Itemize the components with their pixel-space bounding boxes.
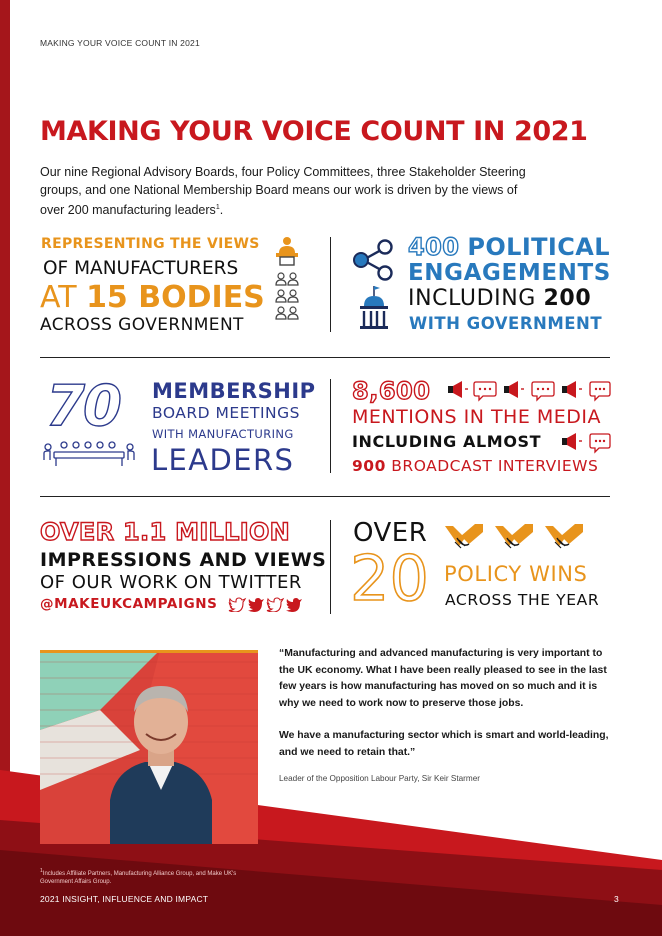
membership-line4: LEADERS: [151, 443, 295, 477]
policy-number: 20: [350, 542, 429, 615]
political-number: 400: [408, 233, 460, 261]
twitter-line1: OVER 1.1 MILLION: [40, 518, 291, 546]
membership-line2: BOARD MEETINGS: [152, 404, 300, 422]
policy-line2: ACROSS THE YEAR: [445, 591, 600, 609]
media-line3: [352, 457, 598, 475]
page-number: 3: [614, 894, 619, 904]
running-header: MAKING YOUR VOICE COUNT IN 2021: [40, 38, 200, 48]
twitter-handle[interactable]: @MAKEUKCAMPAIGNS: [40, 596, 218, 612]
divider-row2: [330, 379, 331, 473]
intro-end: .: [219, 203, 224, 218]
media-broadcast-label: BROADCAST INTERVIEWS: [385, 457, 599, 475]
twitter-line3: OF OUR WORK ON TWITTER: [40, 572, 302, 593]
megaphone-icon: [448, 381, 468, 398]
intro-paragraph: [40, 163, 540, 219]
footnote: [40, 867, 240, 886]
boardroom-table-icon: [42, 438, 136, 470]
bodies-at: AT: [40, 280, 87, 315]
media-number: 8,600: [352, 377, 431, 405]
share-network-icon: [352, 238, 396, 334]
twitter-bird-icon: [228, 596, 304, 612]
megaphone-speech-icons: [446, 380, 612, 402]
people-at-podium-icon: [272, 235, 302, 333]
quote-block: [279, 646, 615, 762]
political-line4: WITH GOVERNMENT: [409, 314, 603, 333]
political-line3: [408, 286, 591, 311]
media-broadcast-count: 900: [352, 457, 386, 475]
footnote-text: Includes Affiliate Partners, Manufacturing Alliance Group, and Make UK's Government Affairs Group.: [40, 871, 237, 885]
twitter-line2: IMPRESSIONS AND VIEWS: [40, 549, 327, 571]
policy-over: OVER: [353, 518, 428, 548]
handshake-icon: [443, 520, 587, 554]
membership-line1: MEMBERSHIP: [152, 379, 316, 403]
divider-row1: [330, 237, 331, 332]
photo-accent-bar: [40, 650, 258, 653]
bodies-count: 15 BODIES: [86, 280, 265, 315]
divider-h2: [40, 496, 610, 497]
media-line2: INCLUDING ALMOST: [352, 432, 542, 451]
bodies-line4: ACROSS GOVERNMENT: [40, 315, 244, 335]
divider-h1: [40, 357, 610, 358]
political-gov-count: 200: [543, 286, 592, 311]
government-building-icon: [360, 286, 388, 329]
policy-line1: POLICY WINS: [444, 562, 588, 586]
footnote-mark: 1: [40, 868, 43, 874]
political-line2: ENGAGEMENTS: [408, 260, 611, 286]
quote-paragraph-1: “Manufacturing and advanced manufacturing is very important to the UK economy. What I have been really pleased to see in the last few years is how manufacturing has moved on so much and it is why we need to work now to preserve those jobs.: [279, 648, 607, 709]
portrait-photo: [40, 650, 258, 844]
political-label: POLITICAL: [467, 233, 610, 261]
divider-row3: [330, 520, 331, 614]
political-line1: [408, 233, 610, 261]
bodies-line1: REPRESENTING THE VIEWS: [41, 236, 260, 252]
political-including: INCLUDING: [408, 286, 544, 311]
media-line1: MENTIONS IN THE MEDIA: [352, 406, 602, 428]
quote-paragraph-2: We have a manufacturing sector which is smart and world-leading, and we need to retain that.”: [279, 730, 609, 758]
page-title: MAKING YOUR VOICE COUNT IN 2021: [40, 116, 588, 147]
membership-line3: WITH MANUFACTURING: [152, 427, 294, 441]
footer-title: 2021 INSIGHT, INFLUENCE AND IMPACT: [40, 894, 209, 904]
membership-number: 70: [46, 374, 120, 439]
footnote-reference: 1: [215, 204, 220, 211]
quote-attribution: Leader of the Opposition Labour Party, Sir Keir Starmer: [279, 774, 480, 783]
bodies-line2: OF MANUFACTURERS: [43, 258, 239, 279]
speech-bubble-icon: [474, 382, 496, 400]
intro-text: Our nine Regional Advisory Boards, four Policy Committees, three Stakeholder Steering groups, and one National Membership Board means our work is driven by the views of over 200 manufacturing leaders: [40, 165, 526, 218]
megaphone-speech-icons-small: [560, 432, 612, 454]
bodies-line3: [40, 280, 265, 315]
